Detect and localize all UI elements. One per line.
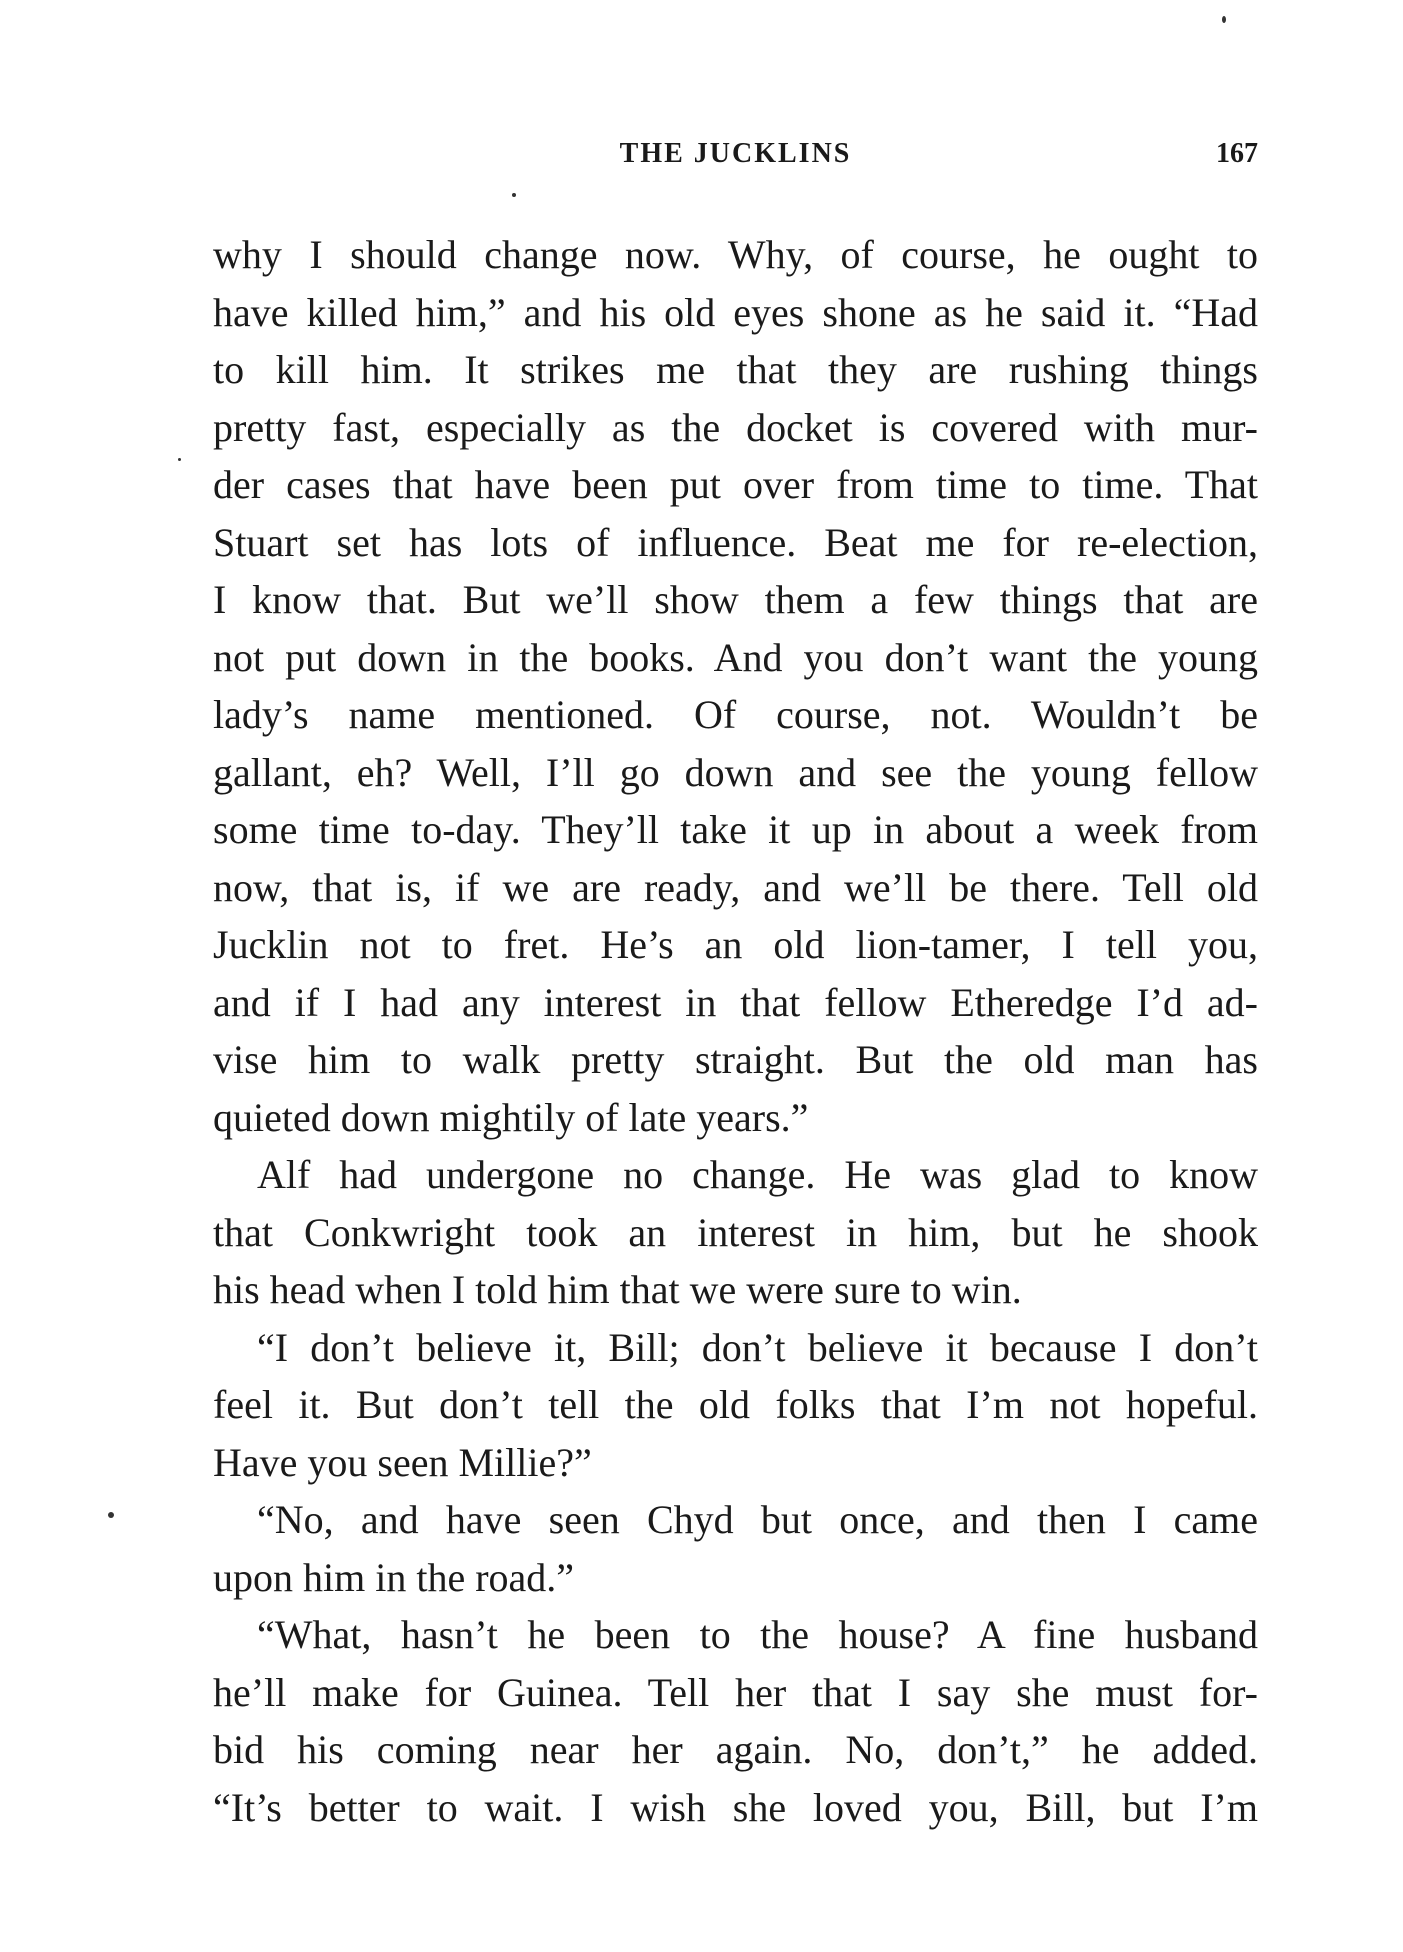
text-line: and if I had any interest in that fellow Etheredge I’d ad- xyxy=(213,979,1258,1025)
body-text xyxy=(213,226,1258,1836)
page-number: 167 xyxy=(1216,138,1258,169)
text-line: “What, hasn’t he been to the house? A fine husband xyxy=(257,1612,1258,1657)
text-line: I know that. But we’ll show them a few things that are xyxy=(213,577,1258,622)
text-line: pretty fast, especially as the docket is covered with mur- xyxy=(213,404,1258,450)
text-line: he’ll make for Guinea. Tell her that I say she must for- xyxy=(213,1669,1258,1715)
text-line: Have you seen Millie?” xyxy=(213,1439,592,1485)
text-line: have killed him,” and his old eyes shone as he said it. “Had xyxy=(213,289,1258,335)
text-line: lady’s name mentioned. Of course, not. Wouldn’t be xyxy=(213,692,1258,737)
text-line: not put down in the books. And you don’t want the young xyxy=(213,634,1258,680)
text-line: Jucklin not to fret. He’s an old lion-tamer, I tell you, xyxy=(213,922,1258,967)
text-line: der cases that have been put over from time to time. That xyxy=(213,462,1258,507)
text-line: vise him to walk pretty straight. But the old man has xyxy=(213,1037,1258,1082)
text-line: his head when I told him that we were sure to win. xyxy=(213,1267,1022,1312)
print-speck xyxy=(1222,16,1226,23)
text-line: “I don’t believe it, Bill; don’t believe it because I don’t xyxy=(257,1324,1258,1370)
running-head xyxy=(213,138,1258,178)
print-speck xyxy=(108,1512,114,1518)
text-line: Alf had undergone no change. He was glad to know xyxy=(257,1152,1258,1197)
text-line: feel it. But don’t tell the old folks that I’m not hopeful. xyxy=(213,1382,1258,1427)
print-speck xyxy=(178,458,181,461)
text-line: upon him in the road.” xyxy=(213,1554,575,1600)
text-line: some time to-day. They’ll take it up in about a week from xyxy=(213,807,1258,852)
text-line: quieted down mightily of late years.” xyxy=(213,1094,809,1140)
text-line: gallant, eh? Well, I’ll go down and see the young fellow xyxy=(213,749,1258,795)
text-line: now, that is, if we are ready, and we’ll be there. Tell old xyxy=(213,864,1258,910)
text-line: “No, and have seen Chyd but once, and then I came xyxy=(257,1497,1258,1542)
print-speck xyxy=(512,193,516,197)
text-line: to kill him. It strikes me that they are rushing things xyxy=(213,347,1258,392)
text-line: why I should change now. Why, of course, he ought to xyxy=(213,232,1258,277)
text-line: “It’s better to wait. I wish she loved you, Bill, but I’m xyxy=(213,1784,1258,1830)
text-line: that Conkwright took an interest in him, but he shook xyxy=(213,1209,1258,1255)
text-line: bid his coming near her again. No, don’t,” he added. xyxy=(213,1727,1258,1772)
running-title: THE JUCKLINS xyxy=(619,138,852,169)
text-line: Stuart set has lots of influence. Beat me for re-election, xyxy=(213,519,1258,565)
